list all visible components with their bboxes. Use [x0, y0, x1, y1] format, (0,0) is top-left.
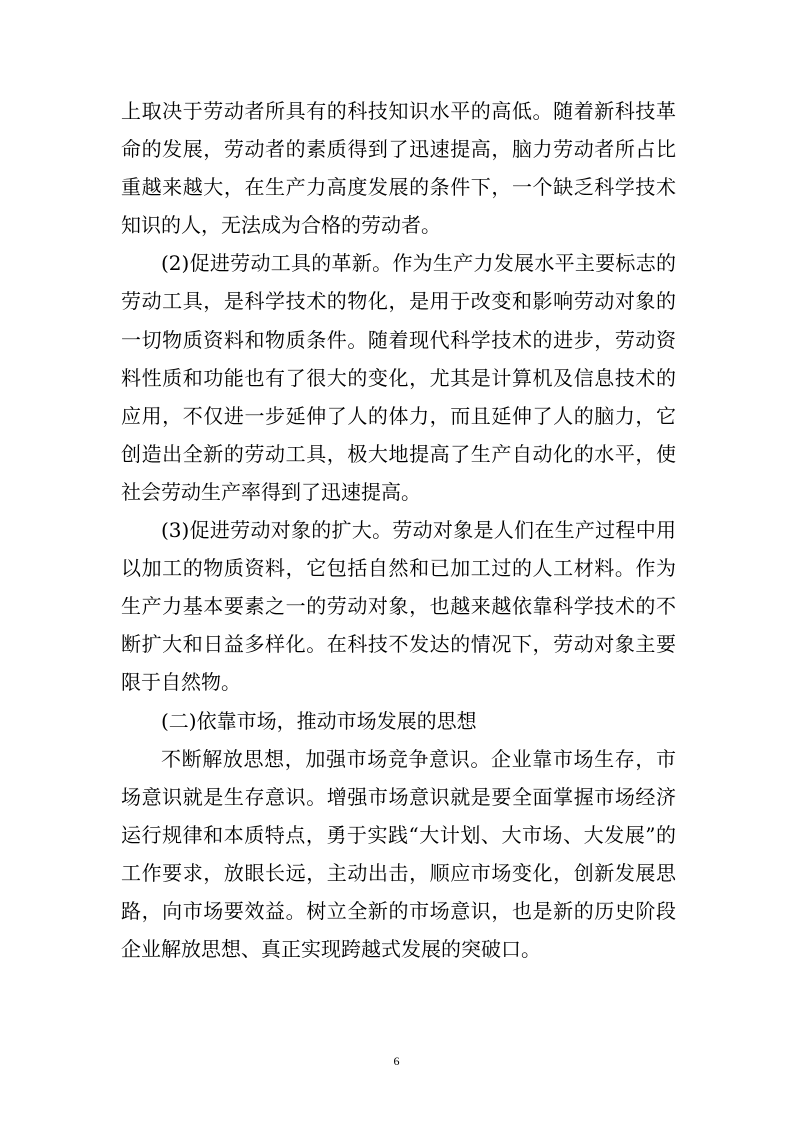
paragraph-labor-objects: (3)促进劳动对象的扩大。劳动对象是人们在生产过程中用以加工的物质资料，它包括自然和已加工过的人工材料。作为生产力基本要素之一的劳动对象，也越来越依靠科学技术的不断扩大和日益多样化。在科技不发达的情况下，劳动对象主要限于自然物。: [121, 518, 676, 695]
body-text: [121, 92, 676, 968]
section-heading: (二)依靠市场，推动市场发展的思想: [161, 708, 477, 733]
paragraph-labor-tools: (2)促进劳动工具的革新。作为生产力发展水平主要标志的劳动工具，是科学技术的物化，是用于改变和影响劳动对象的一切物质资料和物质条件。随着现代科学技术的进步，劳动资料性质和功能也有了很大的变化，尤其是计算机及信息技术的应用，不仅进一步延伸了人的体力，而且延伸了人的脑力，它创造出全新的劳动工具，极大地提高了生产自动化的水平，使社会劳动生产率得到了迅速提高。: [121, 251, 676, 504]
paragraph-market-awareness: 不断解放思想，加强市场竞争意识。企业靠市场生存，市场意识就是生存意识。增强市场意识就是要全面掌握市场经济运行规律和本质特点，勇于实践“大计划、大市场、大发展”的工作要求，放眼长远，主动出击，顺应市场变化，创新发展思路，向市场要效益。树立全新的市场意识，也是新的历史阶段企业解放思想、真正实现跨越式发展的突破口。: [121, 746, 676, 962]
page-number: 6: [393, 1054, 400, 1068]
paragraph-continuation: 上取决于劳动者所具有的科技知识水平的高低。随着新科技革命的发展，劳动者的素质得到了迅速提高，脑力劳动者所占比重越来越大，在生产力高度发展的条件下，一个缺乏科学技术知识的人，无法成为合格的劳动者。: [121, 99, 676, 238]
